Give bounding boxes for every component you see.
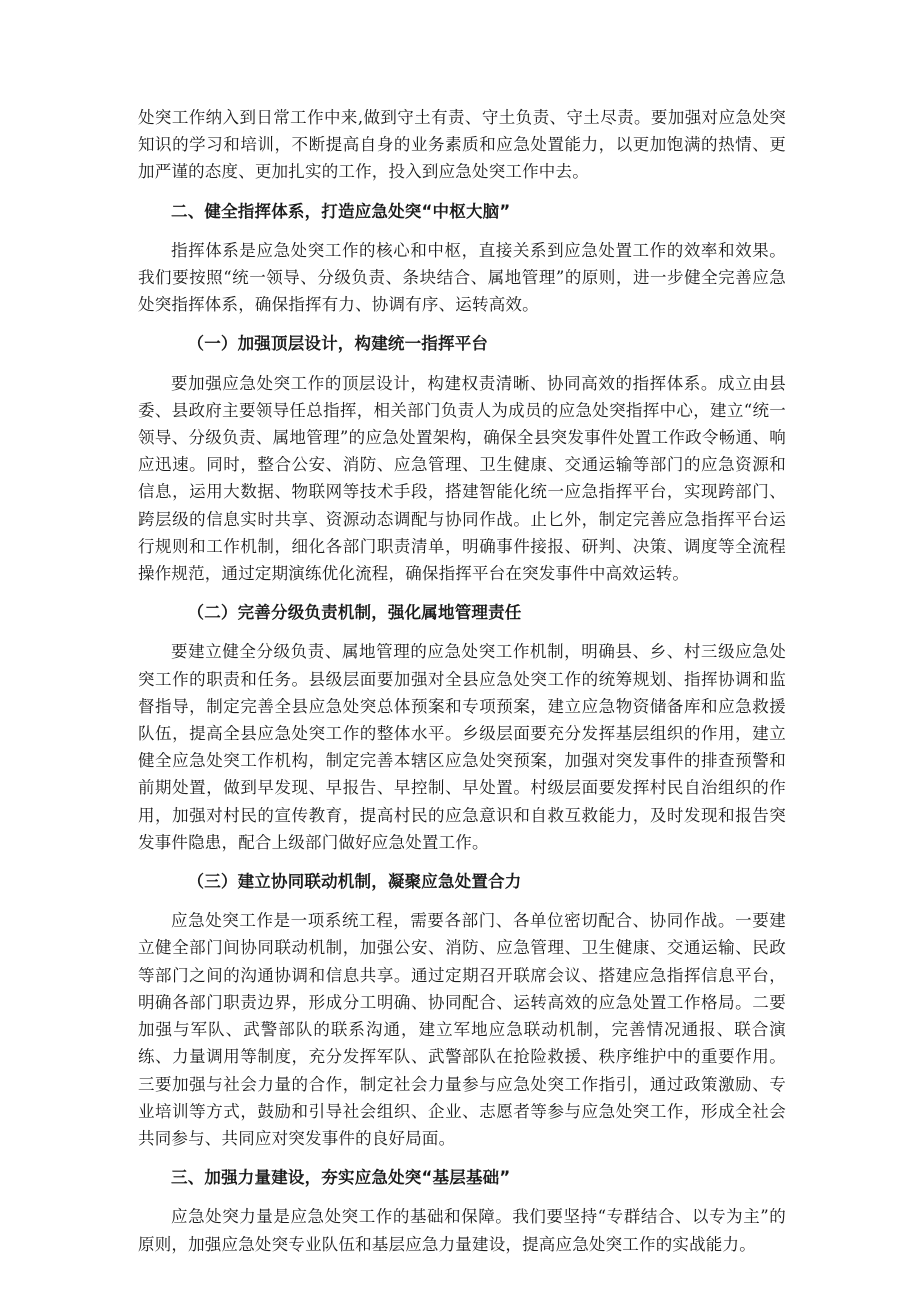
paragraph-intro-continuation: 处突工作纳入到日常工作中来,做到守土有责、守土负责、守土尽责。要加强对应急处突知识的学习和培训，不断提高自身的业务素质和应急处置能力，以更加饱满的热情、更加严谨的态度、更加扎实的工作，投入到应急处突工作中去。: [138, 108, 786, 182]
subsection-heading-2: （二）完善分级负责机制，强化属地管理责任: [187, 603, 522, 623]
paragraph-top-level-design: 要加强应急处突工作的顶层设计，构建权责清晰、协同高效的指挥体系。成立由县委、县政府主要领导任总指挥，相关部门负责人为成员的应急处突指挥中心，建立“统一领导、分级负责、属地管理”的应急处置架构，确保全县突发事件处置工作政令畅通、响应迅速。同时，整合公安、消防、应急管理、卫生健康、交通运输等部门的应急资源和信息，运用大数据、物联网等技术手段，搭建智能化统一应急指挥平台，实现跨部门、跨层级的信息实时共享、资源动态调配与协同作战。止匕外，制定完善应急指挥平台运行规则和工作机制，细化各部门职责清单，明确事件接报、研判、决策、调度等全流程操作规范，通过定期演练优化流程，确保指挥平台在突发事件中高效运转。: [138, 373, 786, 584]
subsection-heading-1: （一）加强顶层设计，构建统一指挥平台: [187, 334, 489, 354]
subsection-heading-3: （三）建立协同联动机制，凝聚应急处置合力: [187, 872, 522, 892]
document-page: [138, 104, 786, 1270]
section-heading-2: 二、健全指挥体系，打造应急处突“中枢大脑”: [171, 201, 511, 221]
paragraph-force-building: 应急处突力量是应急处突工作的基础和保障。我们要坚持“专群结合、以专为主”的原则，加强应急处突专业队伍和基层应急力量建设，提高应急处突工作的实战能力。: [138, 1207, 786, 1254]
section-heading-3: 三、加强力量建设，夯实应急处突“基层基础”: [171, 1168, 511, 1188]
paragraph-command-system: 指挥体系是应急处突工作的核心和中枢，直接关系到应急处置工作的效率和效果。我们要按照“统一领导、分级负责、条块结合、属地管理”的原则，进一步健全完善应急处突指挥体系，确保指挥有力、协调有序、运转高效。: [138, 240, 786, 315]
paragraph-coordination: 应急处突工作是一项系统工程，需要各部门、各单位密切配合、协同作战。一要建立健全部门间协同联动机制，加强公安、消防、应急管理、卫生健康、交通运输、民政等部门之间的沟通协调和信息共享。通过定期召开联席会议、搭建应急指挥信息平台，明确各部门职责边界，形成分工明确、协同配合、运转高效的应急处置工作格局。二要加强与军队、武警部队的联系沟通，建立军地应急联动机制，完善情况通报、联合演练、力量调用等制度，充分发挥军队、武警部队在抢险救援、秩序维护中的重要作用。三要加强与社会力量的合作，制定社会力量参与应急处突工作指引，通过政策激励、专业培训等方式，鼓励和引导社会组织、企业、志愿者等参与应急处突工作，形成全社会共同参与、共同应对突发事件的良好局面。: [138, 911, 786, 1148]
paragraph-tiered-responsibility: 要建立健全分级负责、属地管理的应急处突工作机制，明确县、乡、村三级应急处突工作的职责和任务。县级层面要加强对全县应急处突工作的统筹规划、指挥协调和监督指导，制定完善全县应急处突总体预案和专项预案，建立应急物资储备库和应急救援队伍，提高全县应急处突工作的整体水平。乡级层面要充分发挥基层组织的作用，建立健全应急处突工作机构，制定完善本辖区应急处突预案，加强对突发事件的排查预警和前期处置，做到早发现、早报告、早控制、早处置。村级层面要发挥村民自治组织的作用，加强对村民的宣传教育，提高村民的应急意识和自救互救能力，及时发现和报告突发事件隐患，配合上级部门做好应急处置工作。: [138, 642, 786, 852]
